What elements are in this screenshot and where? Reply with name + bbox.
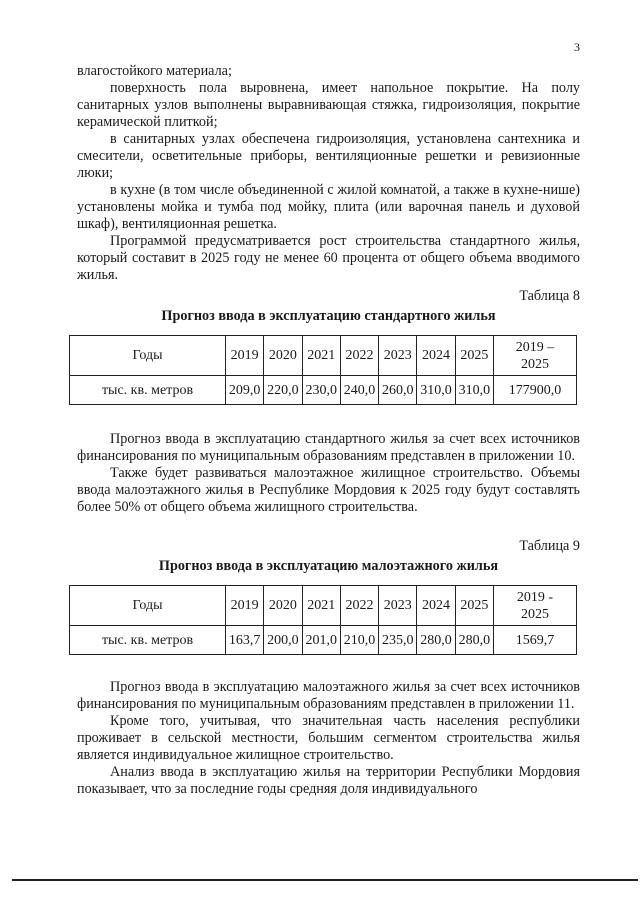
header-cell-year: 2022: [340, 336, 378, 376]
value-cell: 240,0: [340, 376, 378, 405]
table-8-label: Таблица 8: [519, 288, 580, 304]
table-9-title: Прогноз ввода в эксплуатацию малоэтажного жилья: [158, 558, 499, 574]
table-row: [70, 626, 577, 655]
header-cell-year: 2022: [340, 586, 378, 626]
document-body: [77, 63, 580, 798]
value-cell: 230,0: [302, 376, 340, 405]
value-cell: 235,0: [379, 626, 417, 655]
row-label-cell: тыс. кв. метров: [70, 626, 226, 655]
paragraph: Программой предусматривается рост строительства стандартного жилья, который составит в 2025 году не менее 60 процента от общего объема вводимого жилья.: [77, 233, 580, 283]
total-cell: 1569,7: [494, 626, 577, 655]
value-cell: 220,0: [264, 376, 302, 405]
table-row: [70, 376, 577, 405]
table-9: [69, 585, 577, 655]
header-cell-year: 2019: [226, 586, 264, 626]
header-cell-year: 2024: [417, 586, 455, 626]
page-bottom-rule: [12, 879, 638, 881]
paragraph: влагостойкого материала;: [77, 63, 232, 79]
value-cell: 280,0: [455, 626, 493, 655]
table-header-row: [70, 586, 577, 626]
header-cell-year: 2024: [417, 336, 455, 376]
paragraph: в санитарных узлах обеспечена гидроизоляция, установлена сантехника и смесители, осветительные приборы, вентиляционные решетки и ревизионные люки;: [77, 131, 580, 181]
value-cell: 200,0: [264, 626, 302, 655]
value-cell: 210,0: [340, 626, 378, 655]
header-total-line2: 2025: [521, 606, 549, 622]
value-cell: 310,0: [417, 376, 455, 405]
header-cell-year: 2025: [455, 586, 493, 626]
header-cell-total: [494, 586, 577, 626]
value-cell: 280,0: [417, 626, 455, 655]
paragraph: в кухне (в том числе объединенной с жилой комнатой, а также в кухне-нише) установлены мойка и тумба под мойку, плита (или варочная панель и духовой шкаф), вентиляционная решетка.: [77, 182, 580, 232]
table-header-row: [70, 336, 577, 376]
total-cell: 177900,0: [494, 376, 577, 405]
header-cell-year: 2021: [302, 586, 340, 626]
header-cell-year: 2020: [264, 336, 302, 376]
value-cell: 163,7: [226, 626, 264, 655]
header-cell-year: 2019: [226, 336, 264, 376]
header-total-line1: 2019 –: [515, 339, 555, 355]
header-cell-year: 2023: [379, 336, 417, 376]
header-cell-year: 2020: [264, 586, 302, 626]
header-cell-total: [494, 336, 577, 376]
paragraph: Прогноз ввода в эксплуатацию малоэтажного жилья за счет всех источников финансирования по муниципальным образованиям представлен в приложении 11.: [77, 679, 580, 712]
header-cell-years: Годы: [70, 336, 226, 376]
paragraph: Прогноз ввода в эксплуатацию стандартного жилья за счет всех источников финансирования по муниципальным образованиям представлен в приложении 10.: [77, 431, 580, 464]
table-9-label: Таблица 9: [519, 538, 580, 554]
header-cell-year: 2021: [302, 336, 340, 376]
paragraph: Анализ ввода в эксплуатацию жилья на территории Республики Мордовия показывает, что за последние годы средняя доля индивидуального: [77, 764, 580, 797]
header-cell-year: 2023: [379, 586, 417, 626]
page-number: 3: [574, 40, 580, 54]
header-total-line2: 2025: [521, 356, 549, 372]
table-8-title: Прогноз ввода в эксплуатацию стандартного жилья: [161, 308, 496, 324]
value-cell: 260,0: [379, 376, 417, 405]
header-cell-year: 2025: [455, 336, 493, 376]
paragraph: Кроме того, учитывая, что значительная часть населения республики проживает в сельской местности, большим сегментом строительства жилья является индивидуальное жилищное строительство.: [77, 713, 580, 763]
paragraph: Также будет развиваться малоэтажное жилищное строительство. Объемы ввода малоэтажного жилья в Республике Мордовия к 2025 году будут составлять более 50% от общего объема жилищного строительства.: [77, 465, 580, 515]
header-cell-years: Годы: [70, 586, 226, 626]
row-label-cell: тыс. кв. метров: [70, 376, 226, 405]
value-cell: 201,0: [302, 626, 340, 655]
value-cell: 310,0: [455, 376, 493, 405]
value-cell: 209,0: [226, 376, 264, 405]
table-8: [69, 335, 577, 405]
paragraph: поверхность пола выровнена, имеет напольное покрытие. На полу санитарных узлов выполнены выравнивающая стяжка, гидроизоляция, покрытие керамической плиткой;: [77, 80, 580, 130]
header-total-line1: 2019 -: [516, 589, 554, 605]
